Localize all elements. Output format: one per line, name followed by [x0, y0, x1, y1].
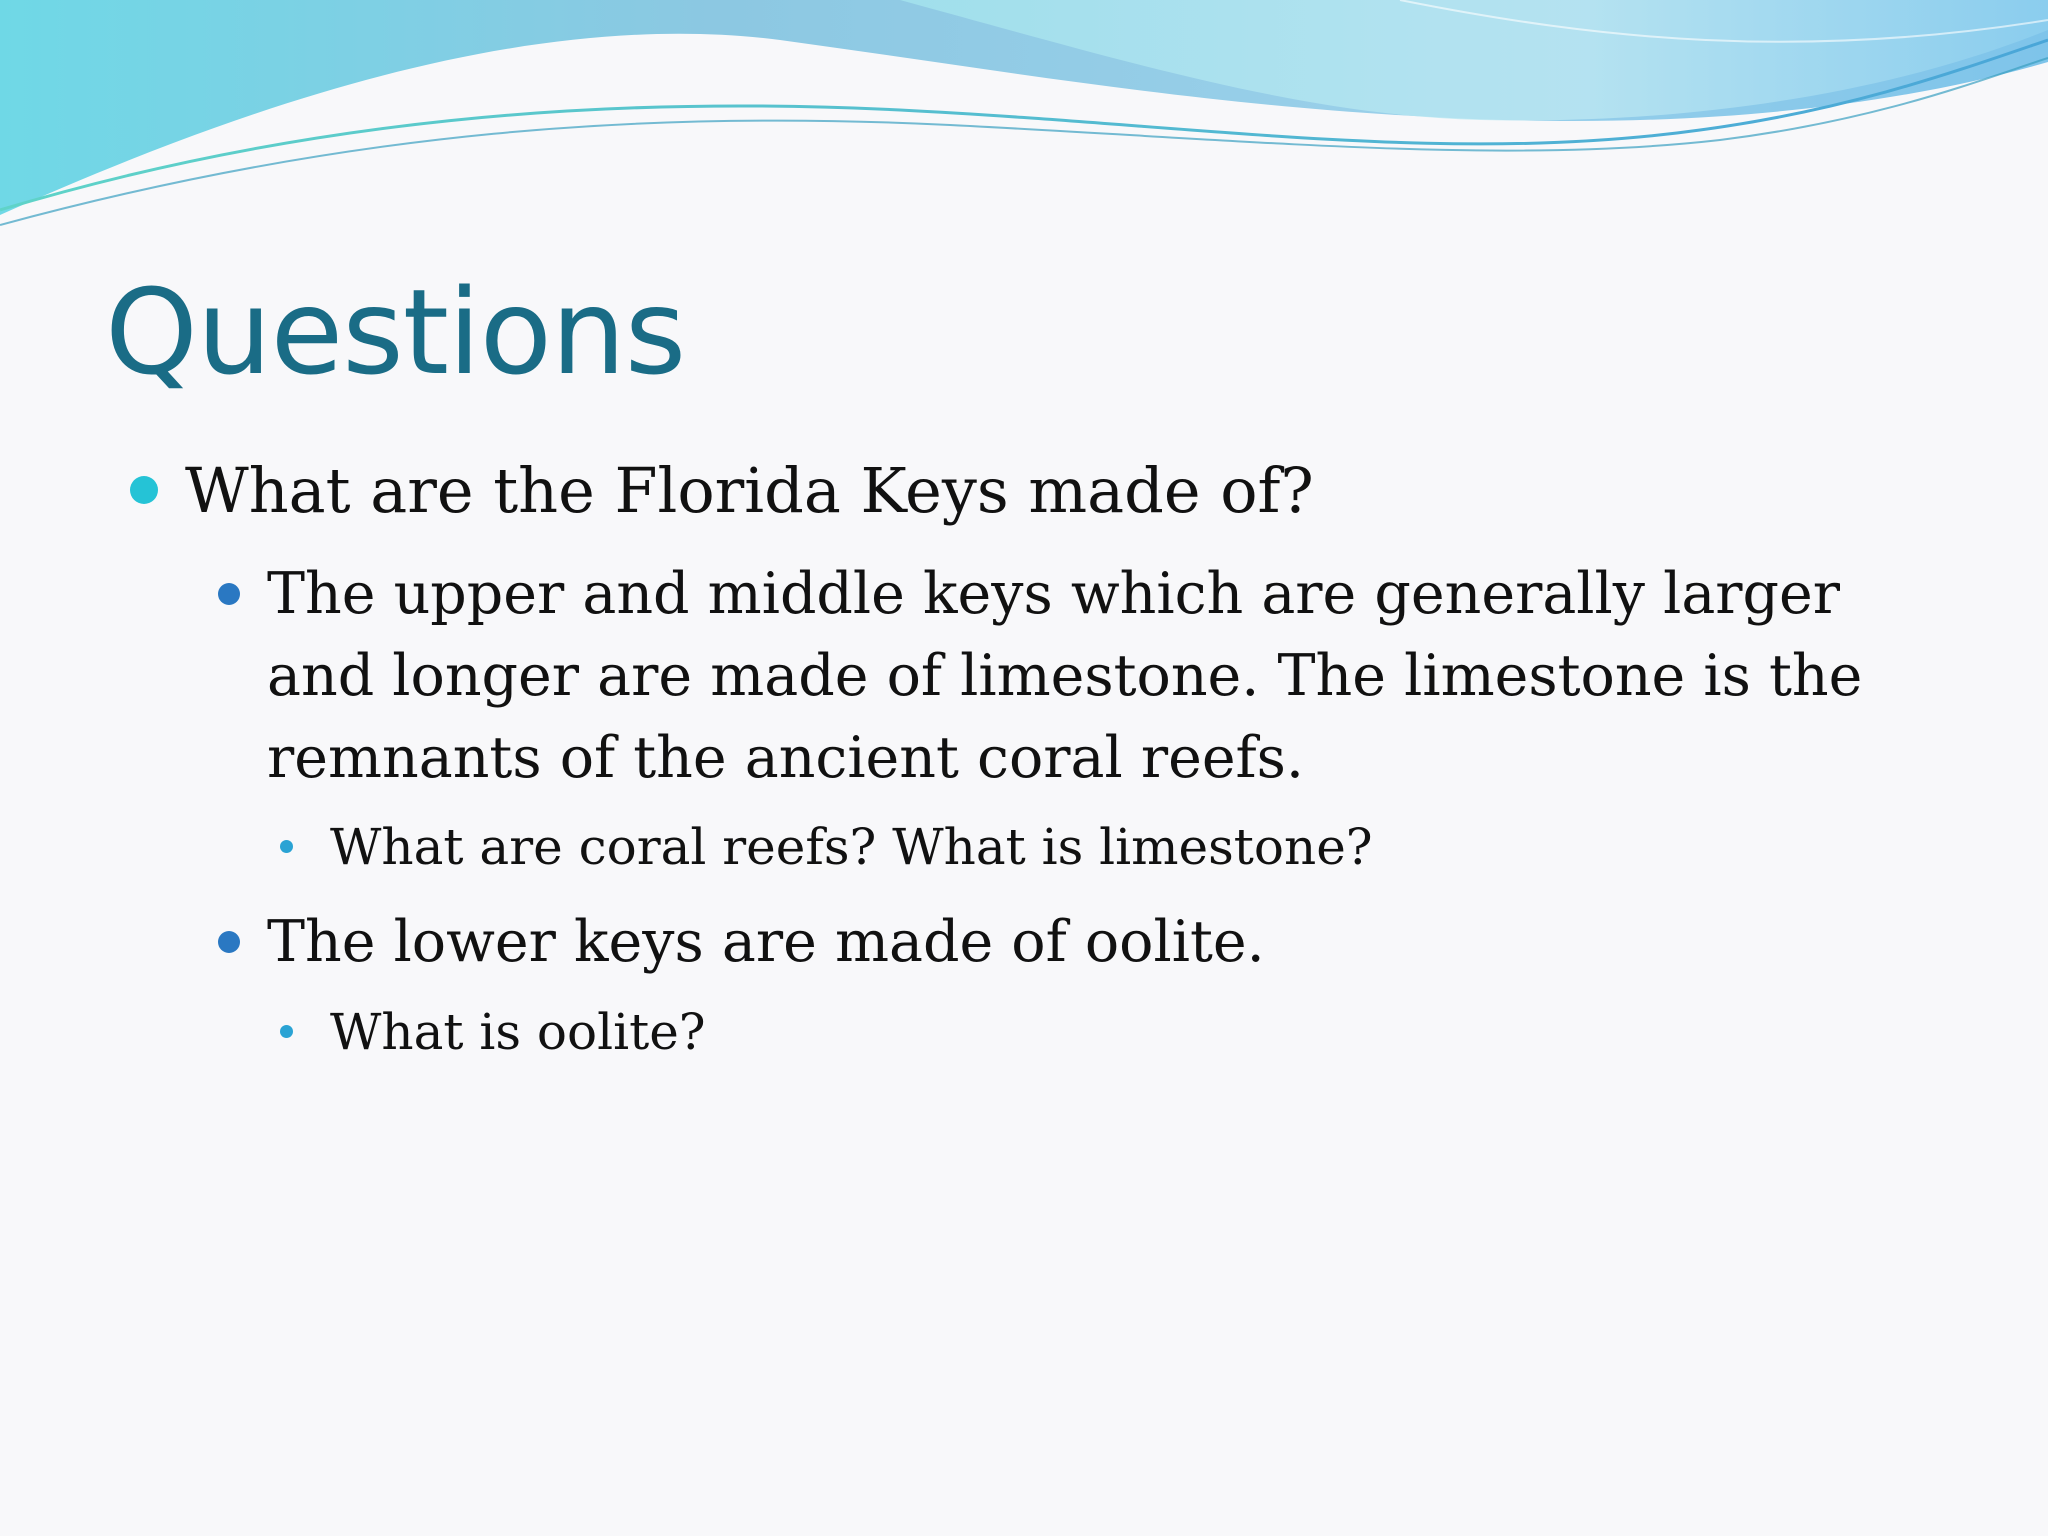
bullet-text: The upper and middle keys which are generally larger and longer are made of limestone. The limestone is the remnants of the ancient coral reefs.: [267, 561, 1863, 791]
wave-header-decoration: [0, 0, 2048, 240]
bullet-text: What are the Florida Keys made of?: [185, 454, 1314, 527]
bullet-text: What is oolite?: [330, 1003, 706, 1061]
bullet-dot-icon: [218, 931, 240, 953]
bullet-text: What are coral reefs? What is limestone?: [330, 818, 1373, 876]
bullet-text: The lower keys are made of oolite.: [267, 909, 1265, 975]
bullet-item-level2: [267, 901, 1907, 983]
slide-title: Questions: [105, 263, 686, 401]
bullet-item-level3: [330, 997, 1830, 1067]
bullet-item-level3: [330, 812, 1830, 882]
bullet-dot-icon: [280, 1025, 293, 1038]
bullet-item-level2: [267, 553, 1907, 799]
bullet-dot-icon: [280, 840, 293, 853]
bullet-item-level1: [185, 450, 1945, 532]
bullet-dot-icon: [130, 476, 158, 504]
bullet-dot-icon: [218, 583, 240, 605]
